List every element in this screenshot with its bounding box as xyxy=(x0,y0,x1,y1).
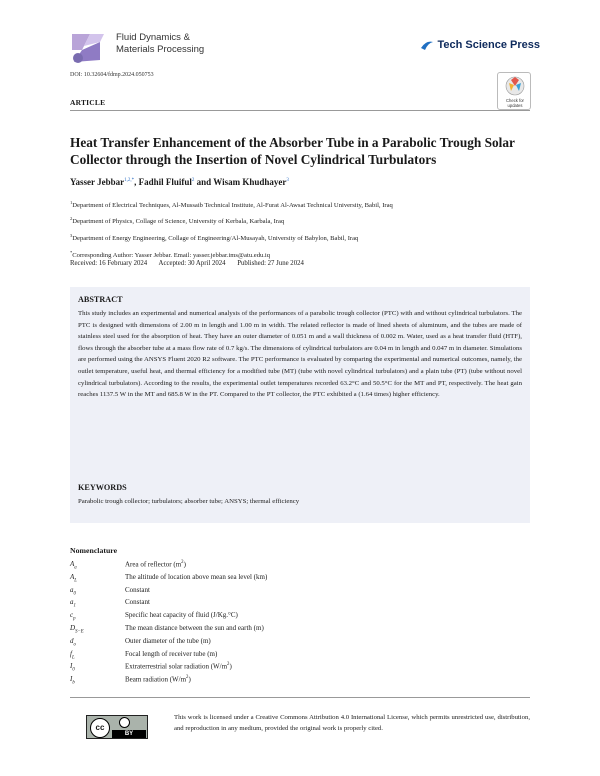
nomenclature-row xyxy=(70,675,470,687)
description-text: Constant xyxy=(125,598,150,607)
nomenclature-symbol xyxy=(70,650,75,660)
nomenclature-description xyxy=(125,637,211,645)
symbol-subscript: 0 xyxy=(73,590,76,596)
nomenclature-description xyxy=(125,662,232,670)
nomenclature-symbol xyxy=(70,598,76,608)
nomenclature-description xyxy=(125,573,267,581)
nomenclature-row xyxy=(70,586,470,598)
description-text: Outer diameter of the tube (m) xyxy=(125,636,211,645)
publication-dates xyxy=(70,260,314,267)
corresponding-author xyxy=(70,248,270,260)
symbol-subscript: 0 xyxy=(72,667,75,673)
nomenclature-row xyxy=(70,637,470,649)
affiliation xyxy=(70,198,393,210)
updates-text-line1: Check for xyxy=(506,98,524,103)
symbol-base: f xyxy=(70,649,72,658)
nomenclature-symbol xyxy=(70,662,75,672)
symbol-subscript: b xyxy=(72,680,75,686)
description-text: The altitude of location above mean sea level (km) xyxy=(125,572,268,581)
symbol-base: a xyxy=(70,598,74,607)
nomenclature-row xyxy=(70,650,470,662)
nomenclature-description xyxy=(125,675,191,683)
author-list xyxy=(70,177,289,187)
affiliation-number: 2 xyxy=(70,216,73,221)
nomenclature-row xyxy=(70,624,470,636)
nomenclature-description xyxy=(125,650,217,658)
article-type-label: ARTICLE xyxy=(70,98,106,107)
symbol-base: d xyxy=(70,636,74,645)
symbol-base: c xyxy=(70,611,74,620)
description-text: Focal length of receiver tube (m) xyxy=(125,649,218,658)
symbol-base: I xyxy=(70,675,73,684)
symbol-base: D xyxy=(70,624,76,632)
check-for-updates-label xyxy=(498,98,532,108)
publisher-logo xyxy=(420,38,540,52)
description-text: The mean distance between the sun and earth (m) xyxy=(125,624,264,632)
nomenclature-row xyxy=(70,560,470,572)
author-name[interactable]: Fadhil Fluiful xyxy=(138,177,192,187)
publisher-swoosh-icon xyxy=(420,38,434,52)
author-name[interactable]: Yasser Jebbar xyxy=(70,177,125,187)
nomenclature-heading: Nomenclature xyxy=(70,546,118,555)
publisher-name: Tech Science Press xyxy=(437,39,540,51)
journal-name xyxy=(116,32,204,56)
description-text: Area of reflector (m xyxy=(125,560,182,569)
symbol-base: a xyxy=(70,585,74,594)
affiliation-text: Department of Physics, Collage of Science, University of Kerbala, Karbala, Iraq xyxy=(72,218,285,226)
check-for-updates-badge[interactable] xyxy=(497,72,531,110)
nomenclature-row xyxy=(70,611,470,623)
symbol-base: A xyxy=(70,560,75,568)
description-tail: ) xyxy=(188,675,191,684)
description-tail: ) xyxy=(183,560,186,569)
person-icon xyxy=(119,717,130,728)
journal-name-line2: Materials Processing xyxy=(116,44,205,55)
affiliation-text: Department of Electrical Techniques, Al-Mussaib Technical Institute, Al-Furat Al-Awsat Technical University, Babil, Iraq xyxy=(72,202,393,210)
author-affiliation-marker[interactable]: 3 xyxy=(286,178,289,183)
published-date: Published: 27 June 2024 xyxy=(237,260,304,267)
cc-icon: cc xyxy=(90,718,110,738)
symbol-subscript: a xyxy=(74,565,77,571)
updates-text-line2: updates xyxy=(507,103,523,108)
nomenclature-description xyxy=(125,611,238,619)
description-superscript: 2 xyxy=(181,560,184,565)
affiliation-number: 1 xyxy=(70,200,73,205)
author-name[interactable]: Wisam Khudhayer xyxy=(213,177,287,187)
description-text: Extraterrestrial solar radiation (W/m xyxy=(125,662,228,671)
nomenclature-symbol xyxy=(70,560,77,570)
affiliation-number: 3 xyxy=(70,233,73,238)
affiliation-text: Department of Energy Engineering, Collage of Engineering/Al-Musayah, University of Babylon, Babil, Iraq xyxy=(72,235,359,243)
affiliation-number: * xyxy=(70,250,73,255)
description-superscript: 2 xyxy=(186,675,189,681)
symbol-subscript: o xyxy=(73,642,76,648)
paper-title xyxy=(70,134,540,168)
symbol-base: A xyxy=(70,572,75,581)
nomenclature-row xyxy=(70,598,470,610)
description-text: Constant xyxy=(125,585,150,594)
journal-header xyxy=(70,26,540,66)
nomenclature-description xyxy=(125,560,186,568)
symbol-base: I xyxy=(70,662,73,671)
journal-logo-icon xyxy=(70,30,110,66)
title-line1: Heat Transfer Enhancement of the Absorber Tube in a Parabolic Trough Solar xyxy=(70,135,515,150)
symbol-subscript: S−E xyxy=(75,629,84,635)
abstract-text: This study includes an experimental and numerical analysis of the performances of a parabolic trough collector (PTC) with and without cylindrical turbulators. The PTC is designed with dimensions of 2.00 m in length and 1.00 m in width. The related reflector is made of lined sheets of aluminum, and the tubes are made of stainless steel used for the absorption of heat. They have an outer diameter of 0.051 m and a wall thickness of 0.002 m. Water, used as a heat transfer fluid (HTF), flows through the absorber tube at a mass flow rate of 0.7 kg/s. The dimensions of cylindrical turbulators are 0.04 m in length and 0.047 m in diameter. Simulations are performed using the ANSYS Fluent 2020 R2 software. The PTC performance is evaluated by comparing the experimental and numerical outcomes, namely, the outlet temperature, useful heat, and thermal efficiency for a modified tube (MT) (tube with novel cylindrical turbulators) and a plain tube (PT) (tube without novel cylindrical turbulators). According to the results, the experimental outlet temperatures recorded 63.2°C and 50.5°C for the MT and PT, respectively. The heat gain reaches 1137.5 W in the MT and 685.8 W in the PT. Compared to the PT collector, the PTC exhibited a (1.64 times) higher efficiency. xyxy=(78,310,522,399)
author-separator: and xyxy=(194,177,214,187)
description-text: Beam radiation (W/m xyxy=(125,675,187,684)
nomenclature-symbol xyxy=(70,573,77,583)
keywords-heading: KEYWORDS xyxy=(78,483,127,492)
symbol-subscript: L xyxy=(74,578,77,584)
nomenclature-symbol xyxy=(70,624,84,634)
check-for-updates-icon xyxy=(505,76,525,96)
symbol-subscript: p xyxy=(73,616,76,622)
affiliation xyxy=(70,231,358,243)
cc-by-license-badge[interactable] xyxy=(86,715,148,739)
affiliation xyxy=(70,214,284,226)
nomenclature-row xyxy=(70,573,470,585)
doi-text: DOI: 10.32604/fdmp.2024.050753 xyxy=(70,72,154,78)
nomenclature-description xyxy=(125,624,264,632)
author-affiliation-marker[interactable]: 2 xyxy=(191,178,195,183)
description-superscript: 2 xyxy=(227,662,230,668)
nomenclature-symbol xyxy=(70,611,76,621)
nomenclature-description xyxy=(125,598,150,606)
received-date: Received: 16 February 2024 xyxy=(70,260,148,267)
nomenclature-symbol xyxy=(70,637,76,647)
abstract-box xyxy=(70,287,530,523)
abstract-heading: ABSTRACT xyxy=(78,295,123,304)
corresponding-author-text[interactable]: Corresponding Author: Yasser Jebbar. Email: yasser.jebbar.ims@atu.edu.iq xyxy=(72,252,271,260)
keywords-text: Parabolic trough collector; turbulators; absorber tube; ANSYS; thermal efficiency xyxy=(78,498,300,505)
nomenclature-symbol xyxy=(70,586,76,596)
nomenclature-symbol xyxy=(70,675,75,685)
license-text: This work is licensed under a Creative Commons Attribution 4.0 International License, which permits unrestricted use, distribution, and reproduction in any medium, provided the original work is properly cited. xyxy=(174,714,530,732)
symbol-subscript: 1 xyxy=(73,603,76,609)
description-text: Specific heat capacity of fluid (J/Kg.°C) xyxy=(125,611,238,620)
footer-divider xyxy=(70,697,530,698)
nomenclature-row xyxy=(70,662,470,674)
title-line2: Collector through the Insertion of Novel Cylindrical Turbulators xyxy=(70,152,437,167)
journal-name-line1: Fluid Dynamics & xyxy=(116,32,190,43)
symbol-subscript: L xyxy=(71,654,75,660)
description-tail: ) xyxy=(229,662,232,671)
by-label: BY xyxy=(112,730,146,738)
author-separator: , xyxy=(134,177,139,187)
article-divider xyxy=(70,110,530,111)
accepted-date: Accepted: 30 April 2024 xyxy=(158,260,226,267)
nomenclature-description xyxy=(125,586,150,594)
author-affiliation-marker[interactable]: 1,2,* xyxy=(124,178,135,183)
